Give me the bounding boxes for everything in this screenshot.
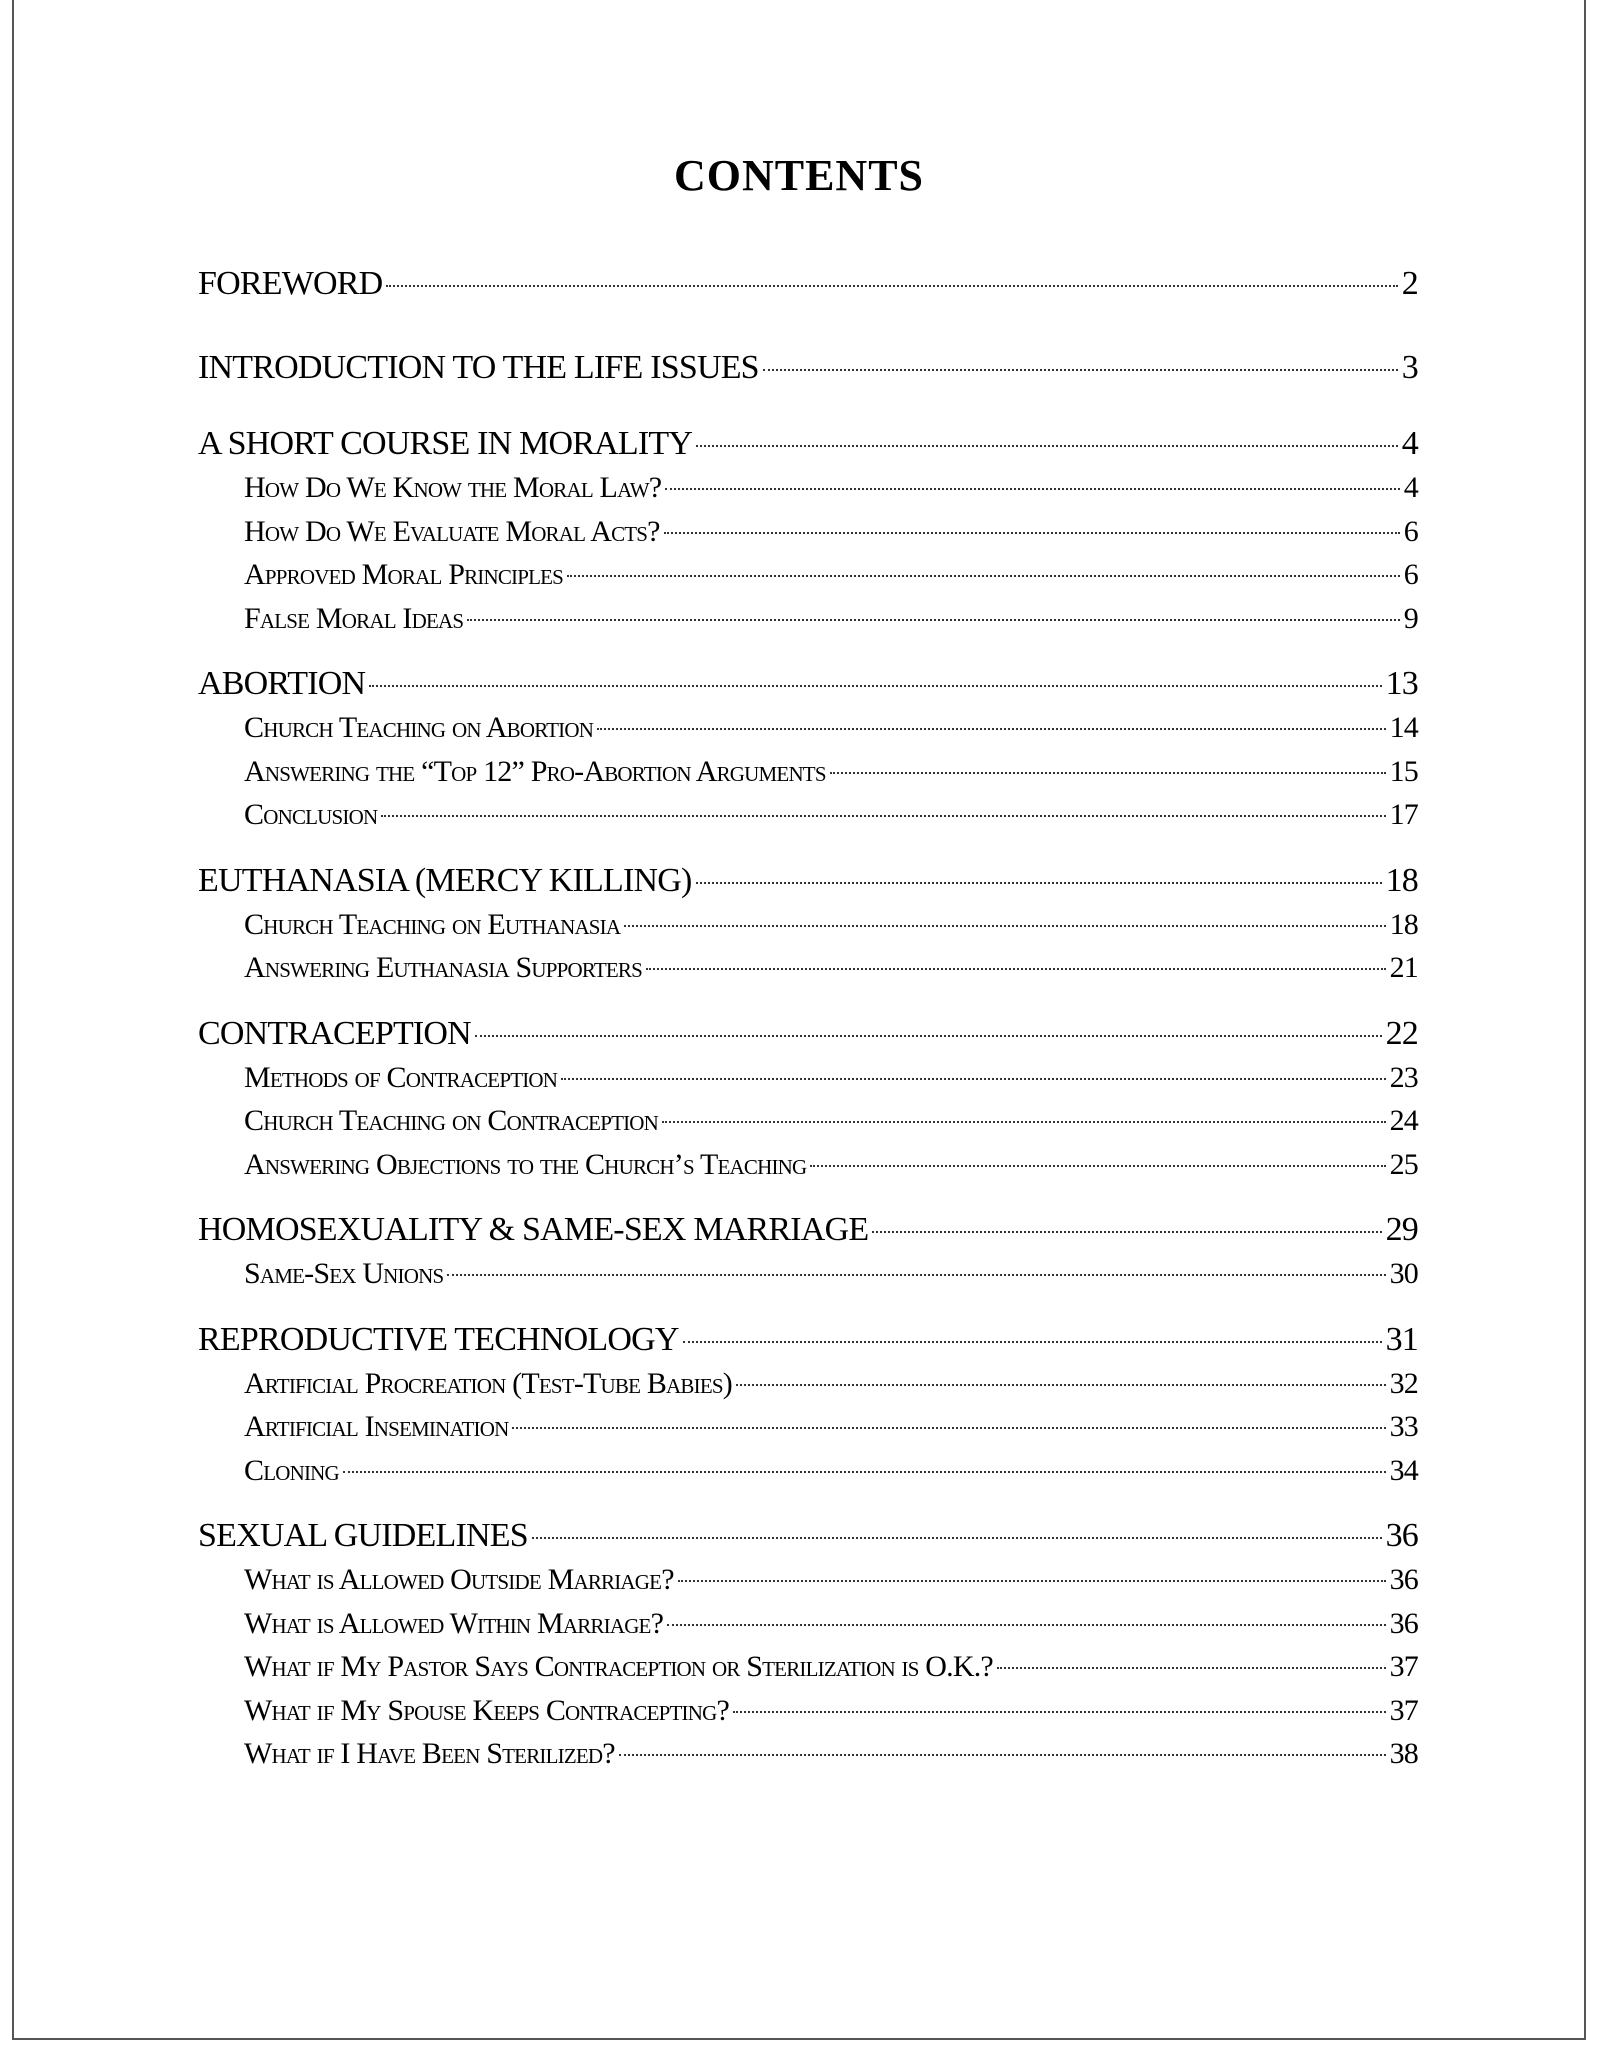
toc-entry-label: REPRODUCTIVE TECHNOLOGY	[198, 1320, 679, 1358]
toc-section	[198, 1318, 1418, 1493]
toc-entry-label: SEXUAL GUIDELINES	[198, 1517, 528, 1554]
toc-section	[198, 1012, 1418, 1187]
toc-subentry-page: 32	[1389, 1366, 1418, 1400]
dot-leader	[467, 619, 1400, 621]
toc-section	[198, 859, 1418, 990]
toc-subentry-page: 6	[1403, 514, 1418, 548]
toc-subentry[interactable]	[198, 553, 1418, 597]
toc-entry[interactable]	[198, 1208, 1418, 1252]
toc-subentry-page: 34	[1389, 1453, 1418, 1487]
dot-leader	[512, 1427, 1385, 1429]
dot-leader	[997, 1667, 1386, 1669]
toc-subentry[interactable]	[198, 1056, 1418, 1100]
dot-leader	[763, 369, 1398, 371]
toc-subentry-label: What is Allowed Outside Marriage?	[244, 1563, 674, 1596]
toc-entry[interactable]	[198, 1318, 1418, 1362]
toc-entry-page: 18	[1385, 861, 1418, 899]
toc-subentry[interactable]	[198, 1689, 1418, 1733]
toc-entry-page: 13	[1385, 665, 1418, 702]
toc-subentry-label: What if My Pastor Says Contraception or Sterilization is O.K.?	[244, 1650, 993, 1683]
toc-subentry[interactable]	[198, 1732, 1418, 1776]
dot-leader	[624, 925, 1385, 927]
dot-leader	[810, 1165, 1385, 1167]
toc-subentry-label: What if I Have Been Sterilized?	[244, 1737, 615, 1770]
toc-section	[198, 662, 1418, 837]
toc-entry[interactable]	[198, 1012, 1418, 1056]
toc-entry-label: ABORTION	[198, 665, 366, 702]
toc-subentry-page: 21	[1389, 951, 1418, 984]
dot-leader	[597, 728, 1385, 730]
dot-leader	[664, 532, 1400, 534]
toc-section	[198, 1514, 1418, 1776]
toc-subentry[interactable]	[198, 793, 1418, 837]
toc-subentry-page: 24	[1389, 1104, 1418, 1137]
toc-entry-page: 29	[1385, 1211, 1418, 1248]
toc-subentry-page: 30	[1389, 1257, 1418, 1290]
dot-leader	[736, 1384, 1386, 1386]
toc-subentry-label: Answering Objections to the Church’s Teaching	[244, 1147, 807, 1181]
toc-entry-label: INTRODUCTION TO THE LIFE ISSUES	[198, 349, 759, 386]
toc-entry-label: CONTRACEPTION	[198, 1014, 471, 1052]
toc-subentry[interactable]	[198, 466, 1418, 510]
toc-subentry[interactable]	[198, 1645, 1418, 1689]
toc-section	[198, 1208, 1418, 1296]
toc-subentry-label: How Do We Know the Moral Law?	[244, 471, 662, 504]
toc-subentry-page: 23	[1389, 1060, 1418, 1094]
toc-section	[198, 422, 1418, 640]
document-page	[12, 0, 1586, 2040]
toc-subentry-page: 17	[1389, 798, 1418, 831]
toc-subentry-page: 37	[1389, 1650, 1418, 1683]
toc-subentry-label: Conclusion	[244, 798, 378, 831]
toc-subentry[interactable]	[198, 1449, 1418, 1493]
dot-leader	[386, 285, 1397, 287]
toc-subentry[interactable]	[198, 750, 1418, 794]
dot-leader	[381, 815, 1385, 817]
toc-entry-page: 2	[1401, 265, 1418, 302]
dot-leader	[830, 772, 1386, 774]
toc-entry-label: EUTHANASIA (MERCY KILLING)	[198, 861, 692, 899]
toc-subentry-page: 36	[1389, 1563, 1418, 1596]
toc-subentry-page: 38	[1389, 1737, 1418, 1770]
dot-leader	[343, 1471, 1386, 1473]
toc-subentry-page: 9	[1403, 601, 1418, 635]
toc-subentry-label: Cloning	[244, 1453, 339, 1487]
toc-subentry-page: 33	[1389, 1410, 1418, 1443]
toc-subentry-label: How Do We Evaluate Moral Acts?	[244, 514, 660, 548]
toc-entry-page: 31	[1385, 1320, 1418, 1358]
toc-entry-page: 3	[1401, 349, 1418, 386]
toc-entry[interactable]	[198, 346, 1418, 390]
toc-subentry[interactable]	[198, 1143, 1418, 1187]
dot-leader	[665, 488, 1399, 490]
toc-subentry[interactable]	[198, 1362, 1418, 1406]
page-title: CONTENTS	[673, 151, 925, 200]
dot-leader	[369, 685, 1381, 687]
dot-leader	[447, 1274, 1385, 1276]
dot-leader	[475, 1035, 1382, 1037]
toc-subentry-label: What if My Spouse Keeps Contracepting?	[244, 1693, 729, 1727]
toc-subentry-page: 37	[1389, 1693, 1418, 1727]
toc-section	[198, 262, 1418, 306]
toc-subentry[interactable]	[198, 510, 1418, 554]
toc-subentry-page: 18	[1389, 907, 1418, 941]
toc-subentry-page: 14	[1389, 711, 1418, 744]
dot-leader	[567, 575, 1400, 577]
dot-leader	[667, 1624, 1385, 1626]
toc-entry-page: 22	[1385, 1014, 1418, 1052]
toc-subentry-label: Methods of Contraception	[244, 1060, 558, 1094]
toc-subentry[interactable]	[198, 706, 1418, 750]
toc-entry-page: 4	[1401, 425, 1418, 462]
toc-subentry[interactable]	[198, 1099, 1418, 1143]
toc-subentry-label: What is Allowed Within Marriage?	[244, 1606, 664, 1640]
dot-leader	[733, 1711, 1386, 1713]
toc-subentry-label: Church Teaching on Contraception	[244, 1104, 659, 1137]
toc-entry[interactable]	[198, 662, 1418, 706]
toc-subentry-page: 4	[1403, 471, 1418, 504]
toc-entry-label: FOREWORD	[198, 265, 383, 302]
dot-leader	[532, 1537, 1382, 1539]
dot-leader	[561, 1078, 1385, 1080]
toc-subentry-label: Approved Moral Principles	[244, 558, 564, 591]
toc-subentry-label: Church Teaching on Euthanasia	[244, 907, 621, 941]
toc-subentry-page: 6	[1403, 558, 1418, 591]
toc-subentry-page: 25	[1389, 1147, 1418, 1181]
dot-leader	[696, 882, 1382, 884]
toc-subentry-label: Same-Sex Unions	[244, 1257, 444, 1290]
dot-leader	[619, 1754, 1386, 1756]
dot-leader	[683, 1341, 1382, 1343]
toc-subentry-label: Answering the “Top 12” Pro-Abortion Arguments	[244, 754, 826, 788]
toc-subentry-label: Church Teaching on Abortion	[244, 711, 594, 744]
dot-leader	[678, 1580, 1386, 1582]
toc-subentry-label: Artificial Insemination	[244, 1410, 509, 1443]
dot-leader	[696, 445, 1398, 447]
toc-subentry-label: Answering Euthanasia Supporters	[244, 951, 642, 984]
dot-leader	[662, 1121, 1386, 1123]
toc-entry[interactable]	[198, 422, 1418, 466]
toc-entry-label: A SHORT COURSE IN MORALITY	[198, 425, 693, 462]
toc-section	[198, 346, 1418, 390]
toc-entry[interactable]	[198, 1514, 1418, 1558]
toc-entry-page: 36	[1385, 1517, 1418, 1554]
table-of-contents	[198, 262, 1418, 1798]
toc-subentry-page: 36	[1389, 1606, 1418, 1640]
toc-subentry-label: Artificial Procreation (Test-Tube Babies)	[244, 1366, 732, 1400]
toc-subentry-label: False Moral Ideas	[244, 601, 464, 635]
toc-subentry[interactable]	[198, 1558, 1418, 1602]
toc-subentry[interactable]	[198, 597, 1418, 641]
toc-subentry[interactable]	[198, 1602, 1418, 1646]
toc-subentry[interactable]	[198, 903, 1418, 947]
toc-subentry[interactable]	[198, 1405, 1418, 1449]
toc-subentry[interactable]	[198, 946, 1418, 990]
toc-entry[interactable]	[198, 859, 1418, 903]
toc-entry-label: HOMOSEXUALITY & SAME-SEX MARRIAGE	[198, 1211, 869, 1248]
toc-entry[interactable]	[198, 262, 1418, 306]
toc-subentry[interactable]	[198, 1252, 1418, 1296]
dot-leader	[646, 968, 1386, 970]
toc-subentry-page: 15	[1389, 754, 1418, 788]
dot-leader	[872, 1231, 1381, 1233]
